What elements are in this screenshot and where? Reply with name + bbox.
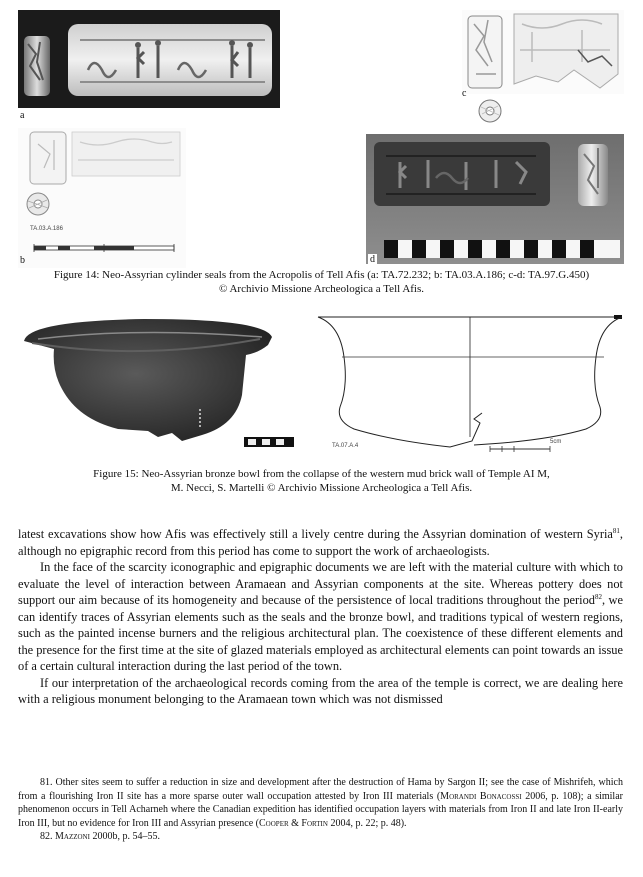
seal-d-image [366, 134, 624, 264]
paragraph-3: If our interpretation of the archaeological records coming from the area of the temple is correct, we are dealing here with a religious monument belonging to the Aramaean town which was not dismissed [18, 675, 623, 706]
figure-14-caption [10, 268, 633, 296]
footnote-82-number: 82. [40, 831, 55, 842]
paragraph-2-text-b: , we can identify traces of Assyrian elements such as the seals and the bronze bowl, and traditions typical of western regions, such as the painted incense burners and the religious architectural plan. The coexistence of these different elements and the presence for the first time at the site of glazed materials employed as architectural elements can point towards an issue of a certain cultural interaction during the last period of the town. [18, 593, 623, 673]
paragraph-2 [18, 559, 623, 675]
footnote-ref-81[interactable]: 81 [612, 526, 620, 535]
figure-14 [0, 0, 643, 300]
seal-a-photo [18, 10, 280, 108]
figure-15-caption [10, 467, 633, 495]
figure-15-caption-line2: M. Necci, S. Martelli © Archivio Missione Archeologica a Tell Afis. [170, 482, 473, 494]
label-a: a [20, 110, 25, 121]
label-b: b [20, 255, 25, 266]
seal-b-image [18, 128, 186, 268]
footnote-82 [18, 830, 623, 844]
figure-15-caption-line1: Figure 15: Neo-Assyrian bronze bowl from the collapse of the western mud brick wall of Temple AI M, [93, 468, 550, 480]
seal-d-photo [366, 134, 624, 264]
footnote-82-text: 2000b, p. 54–55. [89, 831, 160, 842]
label-d: d [370, 254, 375, 265]
paragraph-2-text-a: In the face of the scarcity iconographic and epigraphic documents we are left with the material culture with which to evaluate the level of interaction between Aramaean and Assyrian components at the site. Whereas pottery does not support our aim because of its homogeneity and because of the persistence of local traditions throughout the period [18, 560, 623, 607]
paragraph-1-text-a: latest excavations show how Afis was effectively still a lively centre during the Assyrian domination of western Syria [18, 527, 613, 541]
seal-c-section-icon [477, 98, 503, 124]
footnote-81-text-a: 81. Other sites seem to suffer a reduction in size and development after the destruction of Hama by Sargon II; see the case of Mishrifeh, which from a flourishing Iron II site has a more sparse outer wall occupation attested by Iron III materials ( [18, 777, 623, 802]
figure-14-caption-line2: © Archivio Missione Archeologica a Tell Afis. [218, 283, 425, 295]
bowl-drawing-tag: TA.07.A.4 [332, 443, 359, 449]
footnote-81 [18, 776, 623, 830]
footnote-81-text-b: 2006, p. 108); a similar phenomenon occurs in Tell Acharneh where the Canadian expedition has identified occupation layers with materials from Iron II and late Iron II-early Iron III, but no evidence for Iron III and Assyrian presence ( [18, 790, 623, 829]
footnote-82-author: Mazzoni [55, 831, 90, 842]
body-text [18, 526, 623, 708]
seal-c-drawing [462, 10, 624, 94]
footnote-81-author-1: Morandi Bonacossi [440, 790, 522, 802]
bowl-profile-drawing [312, 313, 626, 459]
bowl-image [18, 313, 300, 459]
seal-c-image [462, 10, 624, 94]
paragraph-1-text-b: , although no epigraphic record from this period has come to support the work of archaeologists. [18, 527, 623, 558]
bowl-photo [18, 313, 300, 459]
bowl-scale-text: 5cm [550, 439, 562, 445]
footnote-81-author-2: Cooper & Fortin [259, 817, 328, 829]
figure-15 [0, 305, 643, 505]
bowl-profile-image [312, 313, 626, 459]
footnote-81-text-c: 2004, p. 22; p. 48). [327, 817, 407, 829]
seal-a-image [18, 10, 280, 108]
footnote-ref-82[interactable]: 82 [594, 592, 602, 601]
figure-14-caption-line1: Figure 14: Neo-Assyrian cylinder seals from the Acropolis of Tell Afis (a: TA.72.232; b: TA.03.A.186; c-d: TA.97.G.450) [53, 269, 590, 281]
seal-b-tag: TA.03.A.186 [30, 226, 63, 232]
label-c: c [462, 88, 467, 99]
seal-b-drawing [18, 128, 186, 268]
paragraph-1 [18, 526, 623, 559]
footnotes [18, 776, 623, 844]
